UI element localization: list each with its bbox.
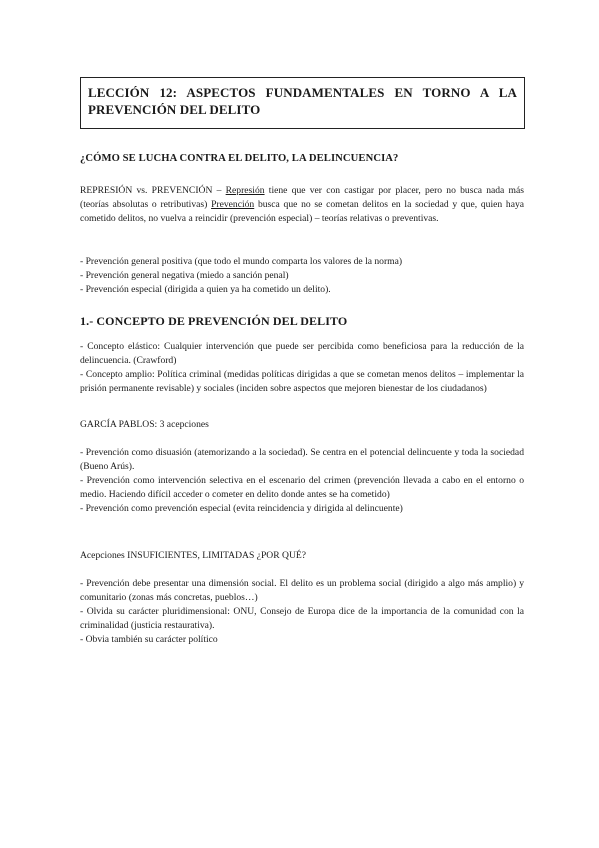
insuficientes-line: Acepciones INSUFICIENTES, LIMITADAS ¿POR QUÉ? — [80, 550, 306, 561]
list-item: - Prevención especial (dirigida a quien ya ha cometido un delito). — [80, 284, 331, 295]
list-item: - Prevención debe presentar una dimensión social. El delito es un problema social (dirigido a algo más amplio) y comunitario (zonas más concretas, pueblos…) — [80, 578, 524, 603]
lesson-title-box — [80, 77, 525, 129]
reasons-list — [80, 577, 524, 647]
concepts-block — [80, 340, 524, 396]
concept-broad: - Concepto amplio: Política criminal (medidas políticas dirigidas a que se cometan menos delitos – implementar la prisión permanente revisable) y sociales (inciden sobre aspectos que mejoren bienestar de los ciudadanos) — [80, 369, 524, 394]
prevention-text: busca que no se cometan delitos en la sociedad y que, quien haya cometido delitos, no vuelva a reincidir (prevención especial) – teorías relativas o preventivas. — [80, 199, 525, 224]
list-item: - Prevención general negativa (miedo a sanción penal) — [80, 270, 289, 281]
section-heading: 1.- CONCEPTO DE PREVENCIÓN DEL DELITO — [80, 314, 348, 328]
garcia-pablos-line: GARCÍA PABLOS: 3 acepciones — [80, 419, 209, 430]
repression-paragraph — [80, 184, 524, 226]
prevention-types-list — [80, 255, 524, 297]
list-item: - Obvia también su carácter político — [80, 634, 218, 645]
lesson-title-line1: LECCIÓN 12: ASPECTOS FUNDAMENTALES EN TORNO A LA — [88, 85, 517, 100]
question-heading: ¿CÓMO SE LUCHA CONTRA EL DELITO, LA DELINCUENCIA? — [80, 153, 399, 164]
lesson-title — [88, 84, 517, 118]
acepciones-list — [80, 446, 524, 516]
list-item: - Prevención general positiva (que todo el mundo comparta los valores de la norma) — [80, 256, 403, 267]
list-item: - Prevención como intervención selectiva en el escenario del crimen (prevención llevada a cabo en el entorno o medio. Haciendo difícil acceder o cometer en delito donde antes se ha cometido) — [80, 475, 524, 500]
repression-term: Represión — [225, 185, 265, 196]
lesson-title-line2: PREVENCIÓN DEL DELITO — [88, 102, 261, 117]
repression-lead: REPRESIÓN vs. PREVENCIÓN – — [80, 185, 226, 196]
list-item: - Olvida su carácter pluridimensional: ONU, Consejo de Europa dice de la importancia de la comunidad con la criminalidad (justicia restaurativa). — [80, 606, 524, 631]
list-item: - Prevención como disuasión (atemorizando a la sociedad). Se centra en el potencial delincuente y toda la sociedad (Bueno Arús). — [80, 447, 524, 472]
repression-text: tiene que ver con castigar por placer, pero no busca nada más (teorías absolutas o retributivas) — [80, 185, 524, 210]
concept-elastic: - Concepto elástico: Cualquier intervención que puede ser percibida como beneficiosa para la reducción de la delincuencia. (Crawford) — [80, 341, 524, 366]
prevention-term: Prevención — [211, 199, 255, 210]
list-item: - Prevención como prevención especial (evita reincidencia y dirigida al delincuente) — [80, 503, 403, 514]
